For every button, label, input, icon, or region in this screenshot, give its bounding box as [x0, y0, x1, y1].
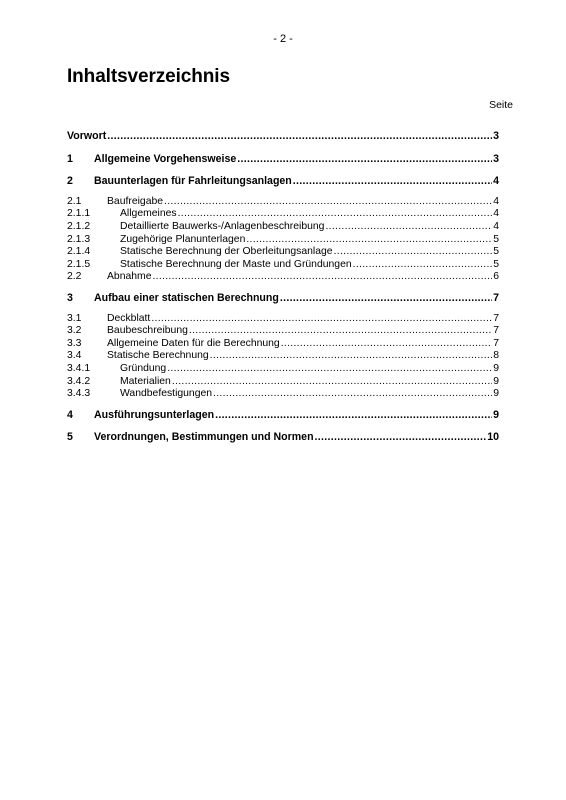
toc-entry-number: 2	[67, 175, 73, 188]
toc-entry-number: 2.2	[67, 271, 82, 283]
toc-entry-label: Abnahme	[107, 271, 152, 283]
page-column-label: Seite	[489, 99, 513, 111]
toc-entry-page: 3	[493, 130, 499, 142]
toc-entry-number: 3.4	[67, 350, 82, 362]
toc-entry-number: 3.4.1	[67, 362, 91, 374]
toc-entry-number: 2.1.5	[67, 258, 91, 270]
toc-entry-page: 4	[493, 220, 499, 232]
toc-entry[interactable]	[67, 196, 499, 209]
page-number: - 2 -	[273, 33, 293, 45]
toc-leader-dots	[333, 246, 493, 258]
toc-entry-page: 4	[493, 175, 499, 188]
toc-entry[interactable]	[67, 221, 499, 234]
toc-entry[interactable]	[67, 431, 499, 444]
toc-entry-page: 9	[493, 362, 499, 374]
toc-entry-number: 3	[67, 291, 73, 304]
toc-entry-page: 3	[493, 152, 499, 165]
toc-entry[interactable]	[67, 325, 499, 338]
toc-entry-page: 7	[493, 325, 499, 337]
toc-entry-page: 9	[493, 408, 499, 421]
toc-leader-dots	[171, 376, 492, 388]
toc-entry-page: 6	[493, 271, 499, 283]
toc-entry-label: Gründung	[120, 362, 167, 374]
toc-entry[interactable]	[67, 246, 499, 259]
toc-entry[interactable]	[67, 350, 499, 363]
page-title: Inhaltsverzeichnis	[67, 66, 230, 87]
toc-entry-label: Statische Berechnung	[107, 350, 209, 362]
toc-entry-page: 5	[493, 233, 499, 245]
toc-entry-page: 9	[493, 375, 499, 387]
toc-leader-dots	[280, 338, 493, 350]
toc-entry-label: Statische Berechnung der Maste und Gründungen	[120, 258, 352, 270]
toc-leader-dots	[292, 175, 492, 187]
toc-leader-dots	[177, 208, 493, 220]
toc-entry-label: Detaillierte Bauwerks-/Anlagenbeschreibung	[120, 220, 325, 232]
toc-entry-label: Statische Berechnung der Oberleitungsanlage	[120, 246, 333, 258]
toc-entry[interactable]	[67, 130, 499, 143]
toc-leader-dots	[166, 363, 492, 375]
toc-entry[interactable]	[67, 409, 499, 422]
toc-entry[interactable]	[67, 208, 499, 221]
toc-entry-label: Baubeschreibung	[107, 325, 188, 337]
toc-entry-number: 2.1.2	[67, 220, 91, 232]
toc-leader-dots	[324, 221, 492, 233]
toc-leader-dots	[106, 130, 492, 142]
toc-entry-label: Allgemeine Vorgehensweise	[94, 152, 237, 165]
toc-entry-number: 5	[67, 431, 73, 444]
toc-leader-dots	[209, 350, 493, 362]
table-of-contents	[67, 130, 499, 444]
toc-entry-page: 5	[493, 246, 499, 258]
toc-entry-number: 2.1	[67, 195, 82, 207]
toc-entry-number: 3.4.3	[67, 388, 91, 400]
toc-entry-label: Verordnungen, Bestimmungen und Normen	[94, 431, 314, 444]
toc-entry[interactable]	[67, 376, 499, 389]
toc-entry[interactable]	[67, 153, 499, 166]
toc-entry[interactable]	[67, 363, 499, 376]
toc-leader-dots	[279, 292, 492, 304]
toc-leader-dots	[150, 313, 492, 325]
toc-entry-number: 3.1	[67, 312, 82, 324]
toc-entry[interactable]	[67, 234, 499, 247]
toc-entry-label: Materialien	[120, 375, 171, 387]
toc-entry-number: 4	[67, 408, 73, 421]
toc-entry-page: 7	[493, 337, 499, 349]
toc-leader-dots	[245, 234, 492, 246]
toc-entry[interactable]	[67, 313, 499, 326]
toc-leader-dots	[314, 431, 487, 443]
toc-entry-label: Allgemeine Daten für die Berechnung	[107, 337, 280, 349]
toc-entry-page: 4	[493, 208, 499, 220]
toc-entry-label: Aufbau einer statischen Berechnung	[94, 291, 279, 304]
toc-entry[interactable]	[67, 271, 499, 284]
toc-leader-dots	[188, 325, 492, 337]
toc-entry-page: 9	[493, 388, 499, 400]
toc-entry-number: 2.1.4	[67, 246, 91, 258]
toc-entry[interactable]	[67, 338, 499, 351]
toc-entry[interactable]	[67, 175, 499, 188]
toc-entry-number: 3.2	[67, 325, 82, 337]
toc-entry-page: 10	[487, 431, 499, 444]
toc-entry-number: 1	[67, 152, 73, 165]
toc-entry-label: Zugehörige Planunterlagen	[120, 233, 246, 245]
toc-entry-label: Deckblatt	[107, 312, 151, 324]
toc-entry-page: 5	[493, 258, 499, 270]
toc-entry-label: Wandbefestigungen	[120, 388, 213, 400]
toc-leader-dots	[151, 271, 492, 283]
toc-entry-label: Vorwort	[67, 130, 107, 142]
toc-entry-number: 2.1.1	[67, 208, 91, 220]
toc-entry[interactable]	[67, 259, 499, 272]
toc-leader-dots	[236, 153, 492, 165]
toc-leader-dots	[163, 196, 492, 208]
toc-leader-dots	[352, 259, 493, 271]
toc-entry-number: 3.3	[67, 337, 82, 349]
toc-entry-page: 8	[493, 350, 499, 362]
toc-entry-page: 4	[493, 195, 499, 207]
toc-leader-dots	[214, 409, 492, 421]
toc-entry-label: Ausführungsunterlagen	[94, 408, 215, 421]
toc-entry[interactable]	[67, 388, 499, 401]
toc-entry-label: Allgemeines	[120, 208, 177, 220]
toc-entry[interactable]	[67, 292, 499, 305]
toc-entry-label: Baufreigabe	[107, 195, 164, 207]
toc-entry-page: 7	[493, 291, 499, 304]
toc-leader-dots	[212, 388, 492, 400]
toc-entry-label: Bauunterlagen für Fahrleitungsanlagen	[94, 175, 292, 188]
toc-entry-number: 2.1.3	[67, 233, 91, 245]
toc-entry-page: 7	[493, 312, 499, 324]
toc-entry-number: 3.4.2	[67, 375, 91, 387]
